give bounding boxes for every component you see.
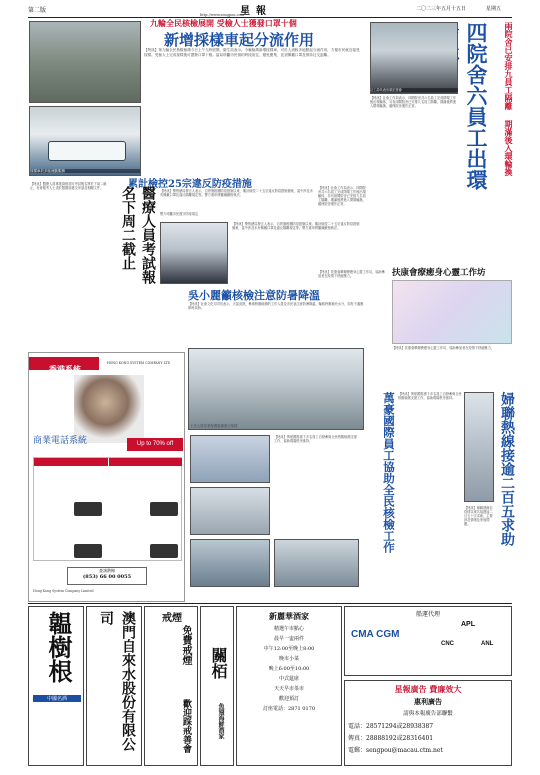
ad-telecom-address: Hong Kong System Company Limited [33,589,94,593]
logo-cmacgm: CMA CGM [351,629,400,640]
ad-wine-title: 韞樹根 [44,611,73,683]
story6-body: 【特訊】扶康會舉辦療癒身心靈工作坊，協助參加者在疫情下舒緩壓力。 [392,346,494,350]
story4-caption: 工作人員穿著保護裝備進行採樣 [190,424,238,428]
ad-quit-sub: 免費戒煙 [180,625,191,665]
story2-body: 【特訊】警察總局發言人表示，自實施相關防疫措施以來，累計檢控二十五宗違反防疫措施個案，當中涉及未有佩戴口罩及違反隔離規定等。警方重申將繼續嚴格執法。 [160,189,313,197]
ad-quit-note: 歡迎踩戒善會 [181,699,191,753]
photo-workshop [392,280,512,344]
story4-headline: 吳小麗籲核檢注意防暑降溫 [188,289,320,302]
story3-body: 【特訊】醫療人員專業資格認可考試報名將於下周二截止，有意報考人士須於限期前遞交申請及相關文件。 [30,182,107,190]
ad-banquet-line: 精選午市點心 [273,626,304,632]
ad-telecom-discount: Up to 70% off [127,438,183,451]
story2-caption: 警方呼籲市民遵守防疫規定 [160,212,199,216]
ad-telecom-hotline-label: 查詢熱線 [99,568,115,573]
ad-banquet-line: 訂座電話：2871 0170 [262,706,316,712]
ad-classified-sub: 惠利廣告 [414,697,442,706]
ad-telecom[interactable] [28,352,185,602]
ad-banquet-line: 晚市小菜 [278,656,299,662]
ad-shipping-label: 船運代理 [415,611,440,618]
story8-body: 【特訊】婦聯熱線自疫情以來共接獲逾二百五十宗求助，主要涉及情緒及家庭問題。 [464,506,493,526]
ad-classified[interactable] [344,680,512,766]
email-label: 電郵： [348,747,367,754]
ad-shipping[interactable] [344,606,512,676]
story7-headline: 萬豪國際員工協助全民核檢工作 [382,392,396,553]
logo-anl: ANL [481,641,494,647]
photo-event-group-3 [190,539,270,587]
paper-name: 星報 [240,6,272,17]
ad-telecom-brand-bar [29,357,99,374]
date: 二〇二三年五月十五日 [416,6,467,12]
story5-body-left: 【特訊】社會工作局表示，四間院舍共六名員工完成閉環工作後出環輪休，另有兩間院舍已安排九名員工隔離，期滿後將進入閉環輪換，確保院舍運作正常。 [318,186,366,206]
ad-banquet-line: 晨早一盅兩件 [273,636,304,642]
story1-kicker: 九輪全民核檢展開 受檢人士獲發口罩十個 [150,18,297,28]
page-number: 第二版 [28,7,47,14]
story7-body: 【特訊】萬豪國際旗下多名員工自發參與全民核酸檢測支援工作，協助現場秩序維持。 [398,392,462,400]
story8-headline: 婦聯熱線接逾二百五求助 [499,392,515,546]
ad-classified-title: 星報廣告 費廉效大 [394,684,462,694]
ad-telecom-brand: 香港系統 [49,364,81,374]
ad-telecom-banner: 商業電話系統 [33,436,88,446]
story2-body-cont: 【特訊】警察總局發言人表示，自實施相關防疫措施以來，累計檢控二十五宗違反防疫措施個案，當中涉及未有佩戴口罩及違反隔離規定等。警方重申將繼續嚴格執法。 [232,222,360,230]
ad-banquet-line: 天天早市茶市 [273,686,304,692]
story6-body-left: 【特訊】扶康會舉辦療癒身心靈工作坊，協助參加者在疫情下舒緩壓力。 [318,270,385,278]
story2-headline: 累計檢控25宗違反防疫措施 [128,179,252,190]
phone-number[interactable]: 28571294或28938387 [366,723,434,730]
story5-caption: 社工局代表出席記者會 [370,88,458,92]
photo-event-group-2 [190,487,270,535]
story5-kicker: 兩院舍已安排九員工隔離 期滿後入環輪換 [504,22,514,176]
email-address[interactable]: sengpou@macau.ctm.net [366,747,443,754]
ad-banquet[interactable] [236,606,342,766]
photo-event-group-1 [190,435,270,483]
photo-hotline-staff [464,392,494,502]
center-body: 【特訊】萬豪國際旗下多名員工自發參與全民核酸檢測支援工作，協助現場秩序維持。 [274,435,357,443]
ad-classified-email-row [348,745,508,754]
fax-number[interactable]: 28888192或28316401 [366,735,434,742]
ad-quit[interactable] [144,606,198,766]
ad-wine[interactable] [28,606,84,766]
ad-banquet-line: 歡迎預訂 [278,696,299,702]
logo-cnc: CNC [441,641,454,647]
ad-quit-title: 戒煙 [162,613,182,624]
weekday: 星期五 [486,6,502,12]
masthead [28,4,512,16]
ad-banquet-line: 中午12:00至晚上8:00 [263,646,315,652]
ad-trade[interactable] [86,606,142,766]
ad-classified-note: 請與本報廣告部聯繫 [403,711,453,717]
photo-queue-street [29,21,141,103]
logo-apl: APL [461,621,475,628]
photo-press-conference [370,22,458,94]
ad-telecom-company: HONG KONG SYSTEM COMPANY LTD [107,361,171,365]
story5-body: 【特訊】社會工作局表示，四間院舍共六名員工完成閉環工作後出環輪休，另有兩間院舍已安排九名員工隔離，期滿後將進入閉環輪換，確保院舍運作正常。 [370,96,457,108]
photo-caption: 採樣車於多區流動服務 [30,169,140,173]
ad-restaurant-sub: 魚翅海鮮酒家 [217,703,224,739]
ad-telecom-hotline: (853) 66 00 0055 [82,574,132,580]
story5-headline: 四院舍六員工出環 [464,22,489,190]
ad-classified-phone-row [348,721,508,730]
ad-banquet-line: 中式筵席 [278,676,299,682]
ad-trade-title: 澳門自來水股份有限公司 [98,611,136,751]
ad-banquet-line: 晚上6:00至10:00 [268,666,310,672]
ad-restaurant-title: 關栢 [209,647,228,679]
story3-headline: 醫療人員考試報名下周二截止 [120,186,156,284]
photo-event-group-4 [274,539,359,587]
fax-label: 傳真： [348,735,367,742]
story6-headline: 扶康會療癒身心靈工作坊 [392,268,486,278]
url[interactable]: http://www.sengpou.com [200,13,244,17]
ad-wine-sub: 中國名酒 [33,695,81,702]
photo-sampling-bus [29,106,141,176]
ad-telecom-hotline-box[interactable] [67,567,147,585]
story1-headline: 新增採樣車起分流作用 [164,31,315,49]
story4-body: 【特訊】社會文化司司長表示，天氣炎熱，參與核酸檢測的工作人員及市民須注意防暑降溫，輪候時應補充水分，如有不適應即時求助。 [188,302,364,310]
ad-banquet-title: 新麗華酒家 [269,611,309,621]
ad-classified-fax-row [348,733,508,742]
ads-divider [28,603,512,604]
photo-police-spokesman [160,222,228,284]
ad-telecom-products [33,457,182,561]
story1-body: 【特訊】第九輪全民核酸檢測今日上午九時展開，衛生局表示，今輪檢測新增採樣車，可於人流較多地點起分流作用，方便市民就近接受採樣。受檢人士完成採樣後可獲發口罩十個。當局呼籲市民預約時段前往，避免聚集，並須佩戴口罩及保持社交距離。 [144,48,360,57]
ad-restaurant[interactable] [200,606,234,766]
phone-label: 電話： [348,723,367,730]
